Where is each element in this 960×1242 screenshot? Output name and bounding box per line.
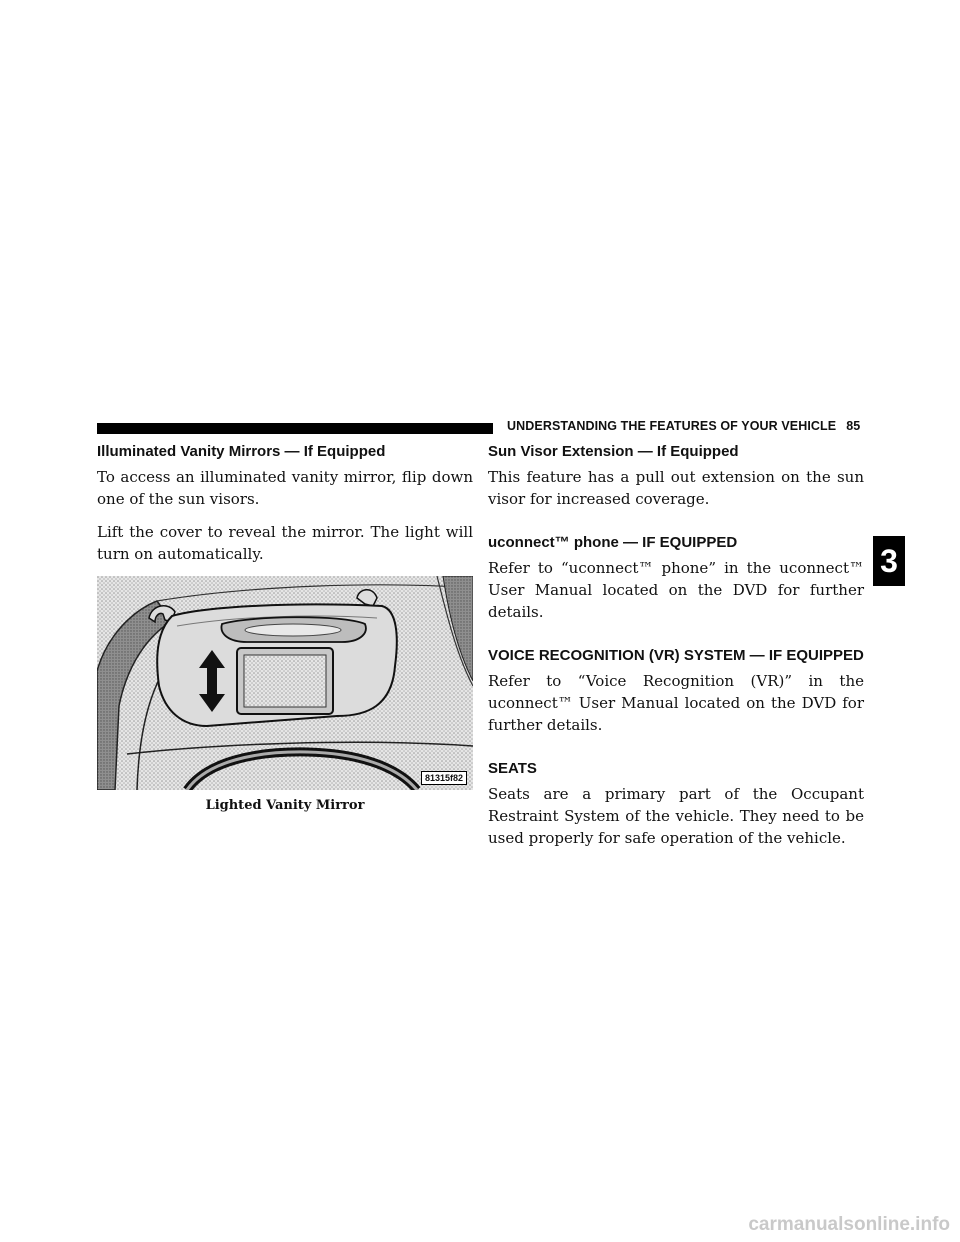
running-header [507, 419, 860, 433]
header-rule [97, 423, 493, 434]
section-heading: uconnect™ phone — IF EQUIPPED [488, 534, 738, 551]
left-column [97, 441, 473, 813]
section-heading: VOICE RECOGNITION (VR) SYSTEM — IF EQUIPPED [488, 647, 864, 664]
figure-code: 81315f82 [421, 771, 467, 785]
section-heading: Sun Visor Extension — If Equipped [488, 443, 739, 460]
sun-visor-drawing [97, 576, 473, 790]
figure-caption: Lighted Vanity Mirror [205, 798, 365, 813]
header-title: UNDERSTANDING THE FEATURES OF YOUR VEHICLE [507, 419, 837, 433]
paragraph: To access an illuminated vanity mirror, flip down one of the sun visors. [97, 468, 473, 508]
right-column [488, 441, 864, 860]
watermark: carmanualsonline.info [748, 1214, 950, 1235]
section-heading: SEATS [488, 760, 537, 777]
paragraph: Refer to “Voice Recognition (VR)” in the uconnect™ User Manual located on the DVD for further details. [488, 672, 864, 734]
chapter-tab: 3 [873, 536, 905, 586]
paragraph: Lift the cover to reveal the mirror. The light will turn on automatically. [97, 523, 473, 563]
section-heading: Illuminated Vanity Mirrors — If Equipped [97, 443, 386, 460]
paragraph: Refer to “uconnect™ phone” in the uconnect™ User Manual located on the DVD for further details. [488, 559, 864, 621]
vanity-mirror-illustration [97, 576, 473, 790]
page-number: 85 [846, 419, 861, 433]
paragraph: This feature has a pull out extension on the sun visor for increased coverage. [488, 468, 864, 508]
paragraph: Seats are a primary part of the Occupant Restraint System of the vehicle. They need to be used properly for safe operation of the vehicle. [488, 785, 864, 847]
